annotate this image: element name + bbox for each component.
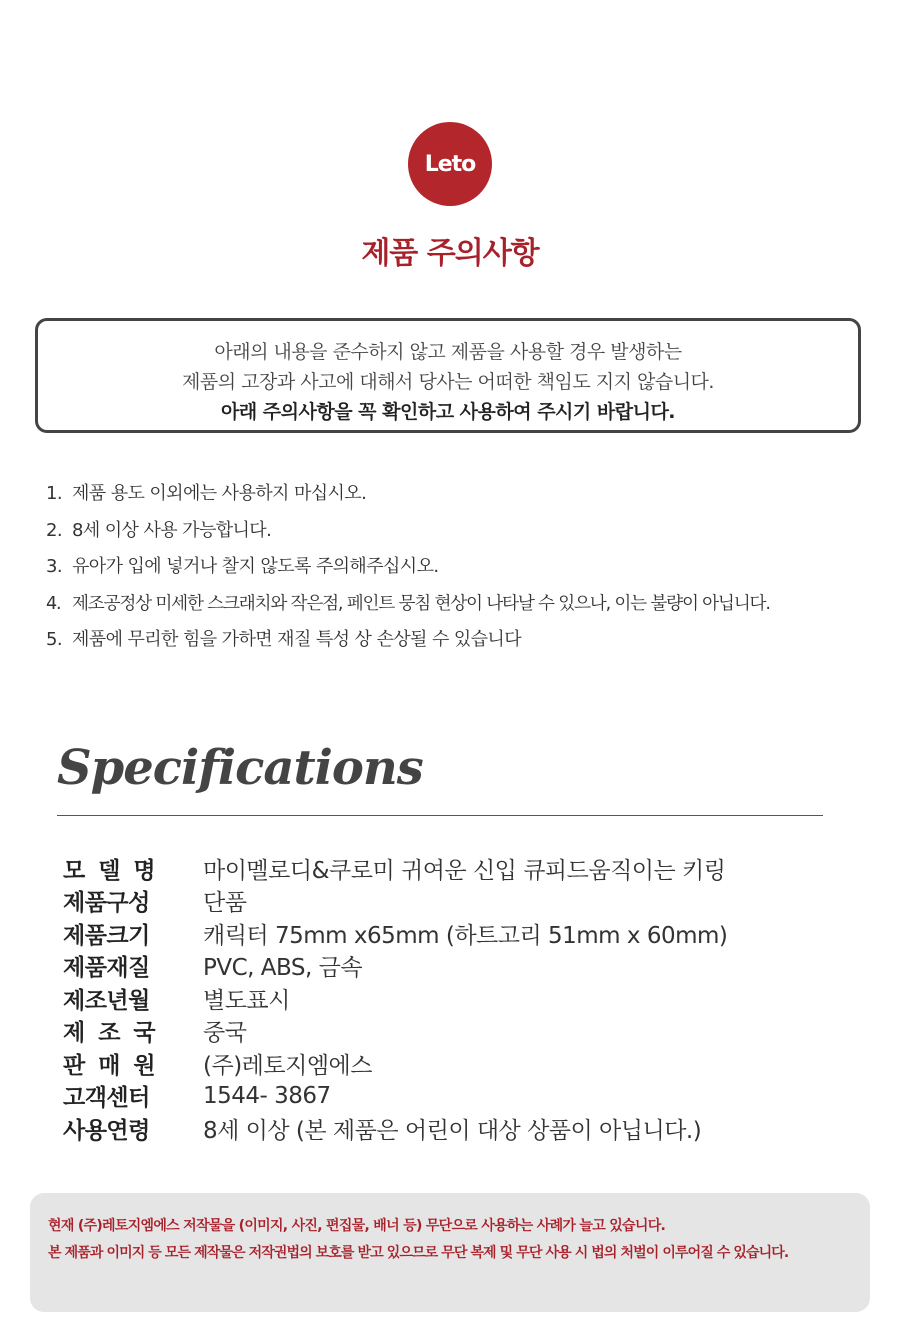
specifications-table	[63, 852, 727, 1145]
caution-item	[46, 513, 770, 550]
spec-value: 중국	[203, 1020, 247, 1047]
spec-label: 판매원	[63, 1052, 169, 1079]
specifications-heading: Specifications	[57, 740, 423, 796]
copyright-line-1: 현재 (주)레토지엠에스 저작물을 (이미지, 사진, 편집물, 배너 등) 무단으로 사용하는 사례가 늘고 있습니다.	[48, 1218, 666, 1234]
spec-row-manufacture-date	[63, 982, 727, 1015]
notice-line-1: 아래의 내용을 준수하지 않고 제품을 사용할 경우 발생하는	[214, 341, 682, 363]
caution-item	[46, 622, 770, 659]
spec-value: PVC, ABS, 금속	[203, 955, 363, 982]
caution-number: 2.	[46, 519, 62, 541]
spec-value: 캐릭터 75mm x65mm (하트고리 51mm x 60mm)	[203, 922, 728, 949]
spec-label: 모델명	[63, 857, 169, 884]
spec-row-model	[63, 852, 727, 885]
spec-value: 별도표시	[203, 987, 290, 1014]
spec-label: 제조국	[63, 1020, 169, 1047]
spec-row-country	[63, 1015, 727, 1048]
caution-text: 8세 이상 사용 가능합니다.	[72, 519, 272, 541]
notice-line-3: 아래 주의사항을 꼭 확인하고 사용하여 주시기 바랍니다.	[220, 401, 676, 423]
spec-row-customer-center	[63, 1080, 727, 1113]
spec-value: 8세 이상 (본 제품은 어린이 대상 상품이 아닙니다.)	[203, 1117, 702, 1144]
caution-number: 3.	[46, 556, 62, 577]
spec-label: 제품재질	[63, 955, 150, 982]
copyright-notice	[30, 1193, 870, 1312]
caution-list	[46, 476, 770, 659]
caution-item	[46, 549, 770, 586]
caution-number: 1.	[46, 483, 62, 504]
brand-logo	[408, 122, 492, 206]
spec-label: 사용연령	[63, 1117, 150, 1144]
spec-label: 고객센터	[63, 1085, 150, 1112]
spec-row-size	[63, 917, 727, 950]
spec-row-material	[63, 950, 727, 983]
caution-number: 4.	[46, 593, 61, 614]
spec-label: 제품크기	[63, 922, 150, 949]
spec-label: 제품구성	[63, 890, 150, 917]
spec-row-seller	[63, 1047, 727, 1080]
caution-text: 제품 용도 이외에는 사용하지 마십시오.	[72, 483, 367, 504]
caution-text: 유아가 입에 넣거나 찰지 않도록 주의해주십시오.	[72, 556, 439, 577]
caution-number: 5.	[46, 629, 62, 650]
spec-row-age	[63, 1112, 727, 1145]
caution-text: 제품에 무리한 힘을 가하면 재질 특성 상 손상될 수 있습니다	[72, 629, 522, 650]
caution-item	[46, 476, 770, 513]
spec-value: 단품	[203, 890, 247, 917]
spec-value: 1544- 3867	[203, 1082, 331, 1109]
caution-text: 제조공정상 미세한 스크래치와 작은점, 페인트 뭉침 현상이 나타날 수 있으나, 이는 불량이 아닙니다.	[72, 593, 770, 614]
specifications-divider	[57, 815, 823, 816]
notice-box	[35, 318, 861, 433]
page-title: 제품 주의사항	[361, 236, 539, 271]
caution-item	[46, 586, 770, 623]
brand-logo-text: Leto	[424, 151, 476, 177]
spec-value: (주)레토지엠에스	[203, 1052, 372, 1079]
spec-row-composition	[63, 885, 727, 918]
copyright-line-2: 본 제품과 이미지 등 모든 제작물은 저작권법의 보호를 받고 있으므로 무단 복제 및 무단 사용 시 법의 처벌이 이루어질 수 있습니다.	[48, 1245, 789, 1261]
notice-line-2: 제품의 고장과 사고에 대해서 당사는 어떠한 책임도 지지 않습니다.	[182, 371, 714, 393]
spec-value: 마이멜로디&쿠로미 귀여운 신입 큐피드움직이는 키링	[203, 857, 726, 884]
spec-label: 제조년월	[63, 987, 150, 1014]
